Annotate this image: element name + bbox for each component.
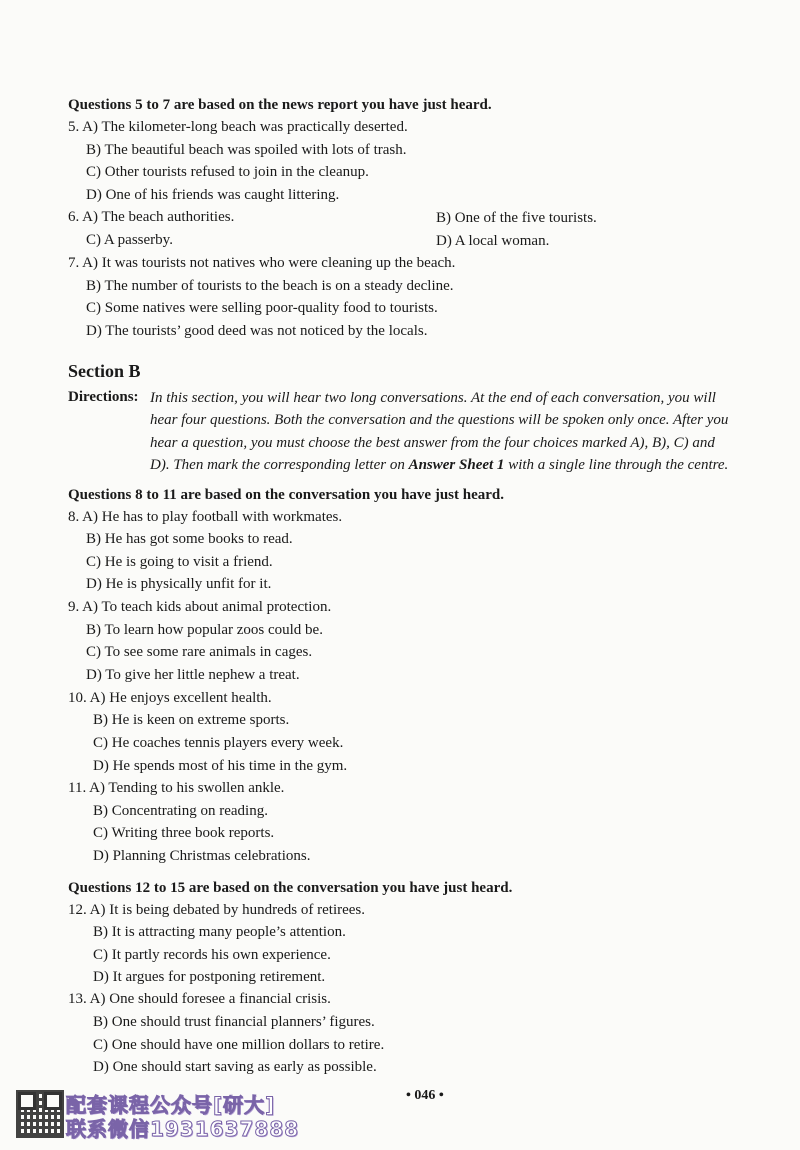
q8-option-d: D) He is physically unfit for it. xyxy=(86,576,272,592)
question-group-heading: Questions 8 to 11 are based on the conversation you have just heard. xyxy=(68,487,504,503)
q7-option-c: C) Some natives were selling poor-quality food to tourists. xyxy=(86,300,438,316)
directions-line-3: hear a question, you must choose the best answer from the four choices marked A), B), C) and xyxy=(150,435,715,451)
q11-option-a: 11. A) Tending to his swollen ankle. xyxy=(68,780,285,796)
answer-sheet-label: Answer Sheet 1 xyxy=(408,457,505,473)
q12-option-b: B) It is attracting many people’s attention. xyxy=(93,924,346,940)
watermark-line-2: 联系微信1931637888 xyxy=(66,1117,300,1141)
q9-option-b: B) To learn how popular zoos could be. xyxy=(86,622,323,638)
q7-option-d: D) The tourists’ good deed was not noticed by the locals. xyxy=(86,323,428,339)
q13-option-a: 13. A) One should foresee a financial crisis. xyxy=(68,991,331,1007)
q9-option-c: C) To see some rare animals in cages. xyxy=(86,644,313,660)
q5-option-c: C) Other tourists refused to join in the cleanup. xyxy=(86,164,369,180)
q9-option-a: 9. A) To teach kids about animal protection. xyxy=(68,599,332,615)
q12-option-a: 12. A) It is being debated by hundreds of retirees. xyxy=(68,902,366,918)
q11-option-b: B) Concentrating on reading. xyxy=(93,803,268,819)
q8-option-b: B) He has got some books to read. xyxy=(86,531,293,547)
q12-option-d: D) It argues for postponing retirement. xyxy=(93,969,326,985)
q6-option-d: D) A local woman. xyxy=(436,233,550,249)
q5-option-d: D) One of his friends was caught littering. xyxy=(86,187,340,203)
q13-option-d: D) One should start saving as early as possible. xyxy=(93,1059,377,1075)
page-number: • 046 • xyxy=(406,1088,444,1103)
q8-option-a: 8. A) He has to play football with workmates. xyxy=(68,509,343,525)
q8-option-c: C) He is going to visit a friend. xyxy=(86,554,273,570)
q10-option-c: C) He coaches tennis players every week. xyxy=(93,735,344,751)
directions-line-4-start: D). Then mark the corresponding letter on xyxy=(150,457,405,473)
q13-option-c: C) One should have one million dollars to retire. xyxy=(93,1037,385,1053)
watermark-line-1: 配套课程公众号[研大] xyxy=(66,1093,276,1117)
question-group-heading: Questions 5 to 7 are based on the news report you have just heard. xyxy=(68,97,492,113)
qr-code-icon xyxy=(18,1092,62,1136)
question-group-heading: Questions 12 to 15 are based on the conversation you have just heard. xyxy=(68,880,513,896)
q13-option-b: B) One should trust financial planners’ figures. xyxy=(93,1014,375,1030)
q11-option-c: C) Writing three book reports. xyxy=(93,825,275,841)
q6-option-a: 6. A) The beach authorities. xyxy=(68,209,235,225)
directions-line-2: hear four questions. Both the conversation and the questions will be spoken only once. After you xyxy=(150,412,729,428)
q5-option-a: 5. A) The kilometer-long beach was practically deserted. xyxy=(68,119,408,135)
directions-line-4 xyxy=(150,455,728,475)
q6-option-c: C) A passerby. xyxy=(86,232,173,248)
section-title: Section B xyxy=(68,361,141,381)
q10-option-d: D) He spends most of his time in the gym. xyxy=(93,758,348,774)
q12-option-c: C) It partly records his own experience. xyxy=(93,947,331,963)
q10-option-a: 10. A) He enjoys excellent health. xyxy=(68,690,272,706)
q7-option-b: B) The number of tourists to the beach is on a steady decline. xyxy=(86,278,454,294)
q9-option-d: D) To give her little nephew a treat. xyxy=(86,667,300,683)
directions-line-1: In this section, you will hear two long conversations. At the end of each conversation, you will xyxy=(150,390,716,406)
q10-option-b: B) He is keen on extreme sports. xyxy=(93,712,290,728)
q5-option-b: B) The beautiful beach was spoiled with lots of trash. xyxy=(86,142,407,158)
q7-option-a: 7. A) It was tourists not natives who were cleaning up the beach. xyxy=(68,255,456,271)
directions-label: Directions: xyxy=(68,389,139,405)
q6-option-b: B) One of the five tourists. xyxy=(436,210,597,226)
directions-line-4-end: with a single line through the centre. xyxy=(508,457,729,473)
q11-option-d: D) Planning Christmas celebrations. xyxy=(93,848,311,864)
